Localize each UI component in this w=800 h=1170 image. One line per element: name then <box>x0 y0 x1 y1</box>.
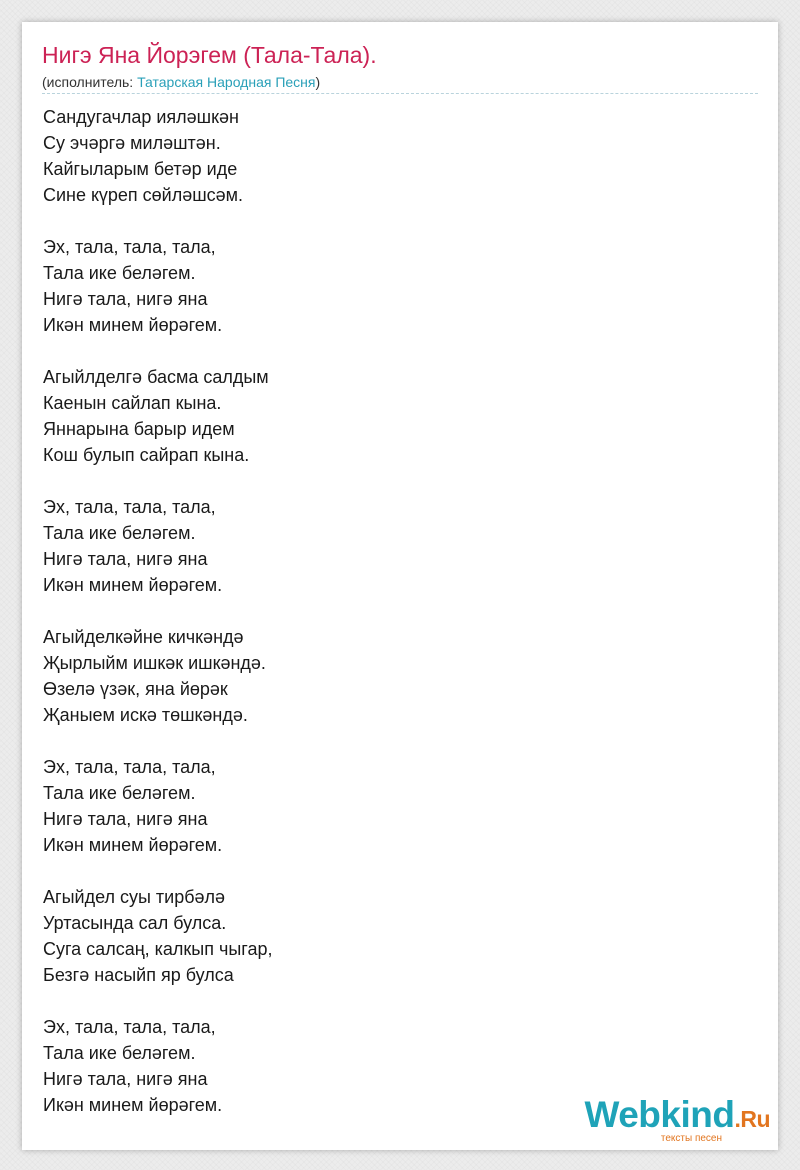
lyric-line: Эх, тала, тала, тала, <box>43 237 216 257</box>
stanza-gap <box>43 988 743 1014</box>
lyric-line: Агыйделкəйне кичкəндə <box>43 627 244 647</box>
stanza <box>43 884 743 988</box>
lyric-line: Нигə тала, нигə яна <box>43 1069 208 1089</box>
lyric-line: Икəн минем йөрəгем. <box>43 575 223 595</box>
lyric-line: Каенын сайлап кына. <box>43 393 222 413</box>
lyric-line: Уртасында сал булса. <box>43 913 227 933</box>
stanza <box>43 234 743 338</box>
lyric-line: Өзелə үзəк, яна йөрəк <box>43 679 228 699</box>
stanza-gap <box>43 728 743 754</box>
lyric-line: Эх, тала, тала, тала, <box>43 757 216 777</box>
logo-word: Webkind <box>584 1094 735 1135</box>
stanza <box>43 754 743 858</box>
artist-link[interactable]: Татарская Народная Песня <box>137 74 316 90</box>
stanza-gap <box>43 598 743 624</box>
stanza <box>43 624 743 728</box>
stanza-gap <box>43 208 743 234</box>
stanza-gap <box>43 468 743 494</box>
logo-tagline: тексты песен <box>660 1133 722 1144</box>
lyric-line: Тала ике белəгем. <box>43 523 196 543</box>
lyric-line: Икəн минем йөрəгем. <box>43 315 223 335</box>
lyric-line: Сине күреп сөйлəшсəм. <box>43 185 244 205</box>
lyric-line: Агыйлделгə басма салдым <box>43 367 269 387</box>
lyric-line: Тала ике белəгем. <box>43 783 196 803</box>
song-title: Нигэ Яна Йорэгем (Тала-Тала). <box>42 42 377 68</box>
stanza-gap <box>43 858 743 884</box>
site-logo[interactable] <box>584 1094 770 1144</box>
lyric-line: Суга салсаң, калкып чыгар, <box>43 939 273 959</box>
stanza <box>43 104 743 208</box>
lyrics-card <box>22 22 778 1150</box>
lyric-line: Нигə тала, нигə яна <box>43 809 208 829</box>
lyric-line: Эх, тала, тала, тала, <box>43 1017 216 1037</box>
title-divider <box>42 93 758 94</box>
lyric-line: Нигə тала, нигə яна <box>43 289 208 309</box>
logo-domain: .Ru <box>734 1106 770 1132</box>
lyric-line: Сандугачлар иялəшкəн <box>43 107 239 127</box>
stanza <box>43 364 743 468</box>
lyric-line: Агыйдел суы тирбəлə <box>43 887 226 907</box>
lyric-line: Тала ике белəгем. <box>43 263 196 283</box>
lyric-line: Икəн минем йөрəгем. <box>43 1095 223 1115</box>
logo-wordmark <box>584 1094 770 1137</box>
lyric-line: Кайгыларым бетəр иде <box>43 159 238 179</box>
lyric-line: Кош булып сайрап кына. <box>43 445 250 465</box>
lyric-line: Җаныем искə төшкəндə. <box>43 705 248 725</box>
lyric-line: Икəн минем йөрəгем. <box>43 835 223 855</box>
lyric-line: Эх, тала, тала, тала, <box>43 497 216 517</box>
lyric-line: Нигə тала, нигə яна <box>43 549 208 569</box>
lyric-line: Су эчəргə милəштəн. <box>43 133 221 153</box>
lyrics-body <box>43 104 743 1118</box>
lyric-line: Җырлыйм ишкəк ишкəндə. <box>43 653 266 673</box>
performer-label: (исполнитель: <box>42 74 138 90</box>
performer-line <box>42 73 320 91</box>
lyric-line: Тала ике белəгем. <box>43 1043 196 1063</box>
performer-close: ) <box>315 74 321 90</box>
stanza <box>43 494 743 598</box>
lyric-line: Яннарына барыр идем <box>43 419 235 439</box>
lyric-line: Безгə насыйп яр булса <box>43 965 234 985</box>
stanza-gap <box>43 338 743 364</box>
